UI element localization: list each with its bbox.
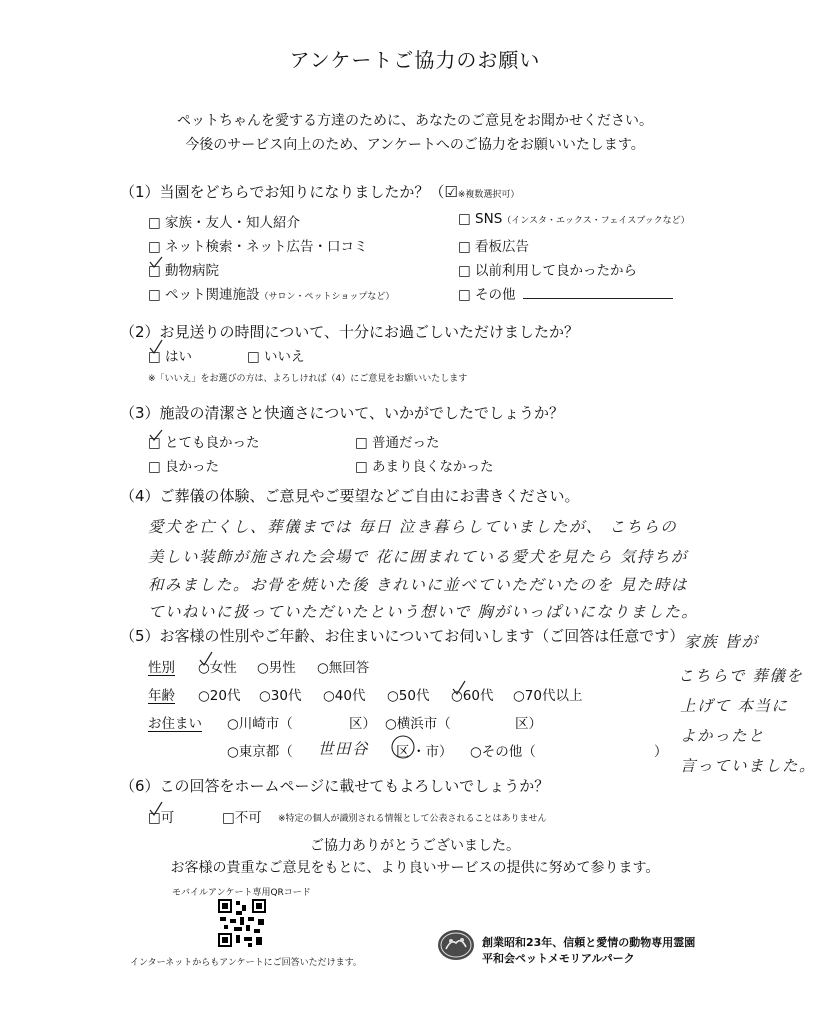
q1-option-internet[interactable]: □ ネット検索・ネット広告・口コミ	[148, 239, 368, 255]
internet-note: インターネットからもアンケートにご回答いただけます。	[130, 958, 362, 968]
q1-option-previous-use[interactable]: □ 以前利用して良かったから	[458, 263, 638, 279]
q5-residence-yokohama[interactable]: ○横浜市（	[385, 716, 451, 732]
q1-option-sns-label: □ SNS	[458, 211, 503, 227]
q3-very-good-checkmark	[148, 428, 164, 444]
footer-message: お客様の貴重なご意見をもとに、より良いサービスの提供に努めて参ります。	[170, 860, 660, 876]
q4-handwritten-side-5: 言っていました。	[680, 757, 817, 775]
q6-option-disallow[interactable]: □不可	[222, 810, 262, 826]
q5-female-checkmark	[198, 650, 214, 668]
q5-age-label: 年齢	[148, 688, 175, 704]
q1-option-other[interactable]: □ その他	[458, 287, 516, 303]
q4-handwritten-side-1: 家族 皆が	[684, 633, 759, 651]
company-name: 平和会ペットメモリアルパーク	[482, 952, 635, 965]
q4-handwritten-side-4: よかったと	[680, 727, 766, 745]
qr-label: モバイルアンケート専用QRコード	[172, 888, 311, 898]
q5-age-30s[interactable]: ○30代	[259, 688, 302, 704]
q1-option-family[interactable]: □ 家族・友人・知人紹介	[148, 215, 301, 231]
q6-note: ※特定の個人が識別される情報として公表されることはありません	[278, 814, 547, 824]
q5-residence-tokyo[interactable]: ○東京都（	[227, 744, 293, 760]
q5-age-20s[interactable]: ○20代	[198, 688, 241, 704]
q5-age-60s[interactable]: ○60代	[451, 688, 494, 704]
q1-option-sns-note: （インスタ・エックス・フェイスブックなど）	[502, 216, 690, 226]
intro-line-1: ペットちゃんを愛する方達のために、あなたのご意見をお聞かせください。	[177, 113, 653, 129]
q2-question: （2）お見送りの時間について、十分にお過ごしいただけましたか？	[120, 323, 579, 341]
q5-residence-kawasaki-ward: 区）	[349, 716, 376, 732]
q3-option-very-good[interactable]: □ とても良かった	[148, 435, 260, 451]
q5-residence-other-end: ）	[654, 744, 668, 760]
q1-vet-checkmark	[148, 255, 164, 271]
page-title: アンケートご協力のお願い	[289, 48, 541, 72]
q5-gender-label: 性別	[148, 660, 175, 676]
q3-option-average[interactable]: □ 普通だった	[355, 435, 440, 451]
q6-option-allow[interactable]: □可	[148, 810, 175, 826]
q5-age-40s[interactable]: ○40代	[323, 688, 366, 704]
q1-option-pet-facility-note: （サロン・ペットショップなど）	[259, 292, 395, 302]
q5-60s-checkmark	[451, 679, 467, 697]
q5-residence-yokohama-ward: 区）	[515, 716, 542, 732]
q4-question: （4）ご葬儀の体験、ご意見やご要望などご自由にお書きください。	[120, 487, 580, 505]
q5-residence-kawasaki[interactable]: ○川崎市（	[227, 716, 293, 732]
q1-option-signboard[interactable]: □ 看板広告	[458, 239, 530, 255]
q3-option-not-good[interactable]: □ あまり良くなかった	[355, 459, 494, 475]
q1-option-sns[interactable]	[458, 211, 690, 227]
q4-handwritten-line-1: 愛犬を亡くし、葬儀までは 毎日 泣き暮らしていましたが、 こちらの	[148, 518, 678, 536]
q5-residence-tokyo-ward: 区	[396, 744, 410, 760]
q2-option-yes[interactable]: □ はい	[148, 349, 193, 365]
q5-gender-male[interactable]: ○男性	[257, 660, 296, 676]
q1-other-blank-line	[523, 298, 673, 299]
q6-question: （6）この回答をホームページに載せてもよろしいでしょうか？	[120, 777, 550, 795]
q3-option-good[interactable]: □ 良かった	[148, 459, 220, 475]
q1-option-vet[interactable]: □ 動物病院	[148, 263, 220, 279]
q5-gender-no-answer[interactable]: ○無回答	[317, 660, 370, 676]
footer-thanks: ご協力ありがとうございました。	[310, 838, 520, 854]
q3-question: （3）施設の清潔さと快適さについて、いかがでしたでしょうか？	[120, 404, 564, 422]
q1-option-pet-facility-label: □ ペット関連施設	[148, 287, 260, 303]
q5-residence-other[interactable]: ○その他（	[470, 744, 536, 760]
q1-note: ※複数選択可）	[457, 190, 520, 200]
q4-handwritten-side-3: 上げて 本当に	[680, 697, 789, 715]
q1-option-pet-facility[interactable]	[148, 283, 394, 303]
q4-handwritten-side-2: こちらで 葬儀を	[678, 667, 804, 685]
q5-age-70s-plus[interactable]: ○70代以上	[513, 688, 583, 704]
q5-residence-label: お住まい	[148, 716, 202, 732]
q5-age-50s[interactable]: ○50代	[387, 688, 430, 704]
q2-option-no[interactable]: □ いいえ	[247, 349, 305, 365]
company-logo	[437, 929, 475, 961]
q6-allow-checkmark	[148, 800, 164, 818]
q1-question-text: （1）当園をどちらでお知りになりましたか？（☑	[120, 183, 458, 201]
q2-yes-checkmark	[148, 338, 164, 356]
q4-handwritten-line-2: 美しい装飾が施された会場で 花に囲まれている愛犬を見たら 気持ちが	[148, 548, 688, 566]
q4-handwritten-line-4: ていねいに扱っていただいたという想いで 胸がいっぱいになりました。	[148, 603, 699, 621]
intro-line-2: 今後のサービス向上のため、アンケートへのご協力をお願いいたします。	[185, 137, 645, 153]
qr-code-icon[interactable]	[218, 899, 266, 947]
q1-question	[120, 181, 519, 202]
q5-residence-tokyo-handwritten: 世田谷	[318, 740, 370, 758]
q5-question: （5）お客様の性別やご年齢、お住まいについてお伺いします（ご回答は任意です）	[120, 627, 685, 645]
q2-note: ※「いいえ」をお選びの方は、よろしければ（4）にご意見をお願いいたします	[148, 374, 468, 384]
q5-gender-female[interactable]: ○女性	[198, 660, 237, 676]
company-tagline: 創業昭和23年、信頼と愛情の動物専用霊園	[482, 936, 696, 949]
q4-handwritten-line-3: 和みました。お骨を焼いた後 きれいに並べていただいたのを 見た時は	[148, 576, 688, 594]
q5-residence-tokyo-city: ・市）	[412, 744, 453, 760]
